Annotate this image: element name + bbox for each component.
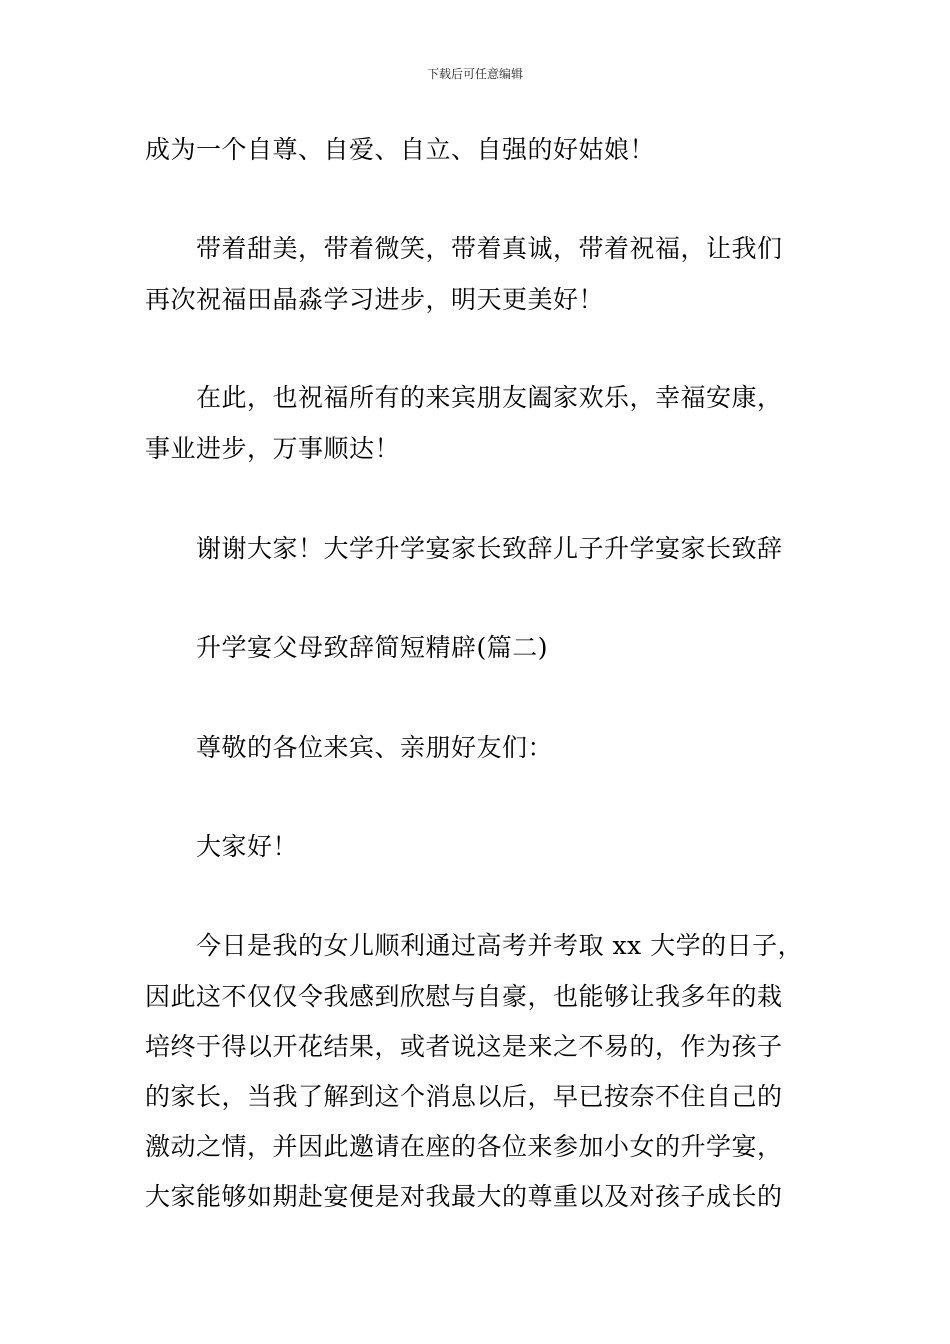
header-note: 下载后可任意编辑 <box>426 67 523 81</box>
greeting: 大家好！ <box>196 832 299 861</box>
section-heading: 升学宴父母致辞简短精辟(篇二) <box>196 633 549 662</box>
paragraph-line: 成为一个自尊、自爱、自立、自强的好姑娘！ <box>145 135 656 164</box>
paragraph-line: 事业进步，万事顺达！ <box>145 434 401 463</box>
paragraph-line: 因此这不仅仅令我感到欣慰与自豪，也能够让我多年的栽 <box>145 982 783 1011</box>
paragraph-line: 再次祝福田晶淼学习进步，明天更美好！ <box>145 285 605 314</box>
salutation: 尊敬的各位来宾、亲朋好友们： <box>196 733 554 762</box>
paragraph-line: 培终于得以开花结果，或者说这是来之不易的，作为孩子 <box>145 1032 783 1061</box>
paragraph-line: 激动之情，并因此邀请在座的各位来参加小女的升学宴， <box>145 1132 783 1161</box>
paragraph-line: 今日是我的女儿顺利通过高考并考取 xx 大学的日子， <box>196 931 804 960</box>
paragraph-line: 大家能够如期赴宴便是对我最大的尊重以及对孩子成长的 <box>145 1182 783 1211</box>
paragraph-line: 在此，也祝福所有的来宾朋友阖家欢乐，幸福安康， <box>196 383 783 412</box>
paragraph-line: 的家长，当我了解到这个消息以后，早已按奈不住自己的 <box>145 1082 783 1111</box>
paragraph-line: 谢谢大家！大学升学宴家长致辞儿子升学宴家长致辞 <box>196 534 783 563</box>
paragraph-line: 带着甜美，带着微笑，带着真诚，带着祝福，让我们 <box>196 234 783 263</box>
